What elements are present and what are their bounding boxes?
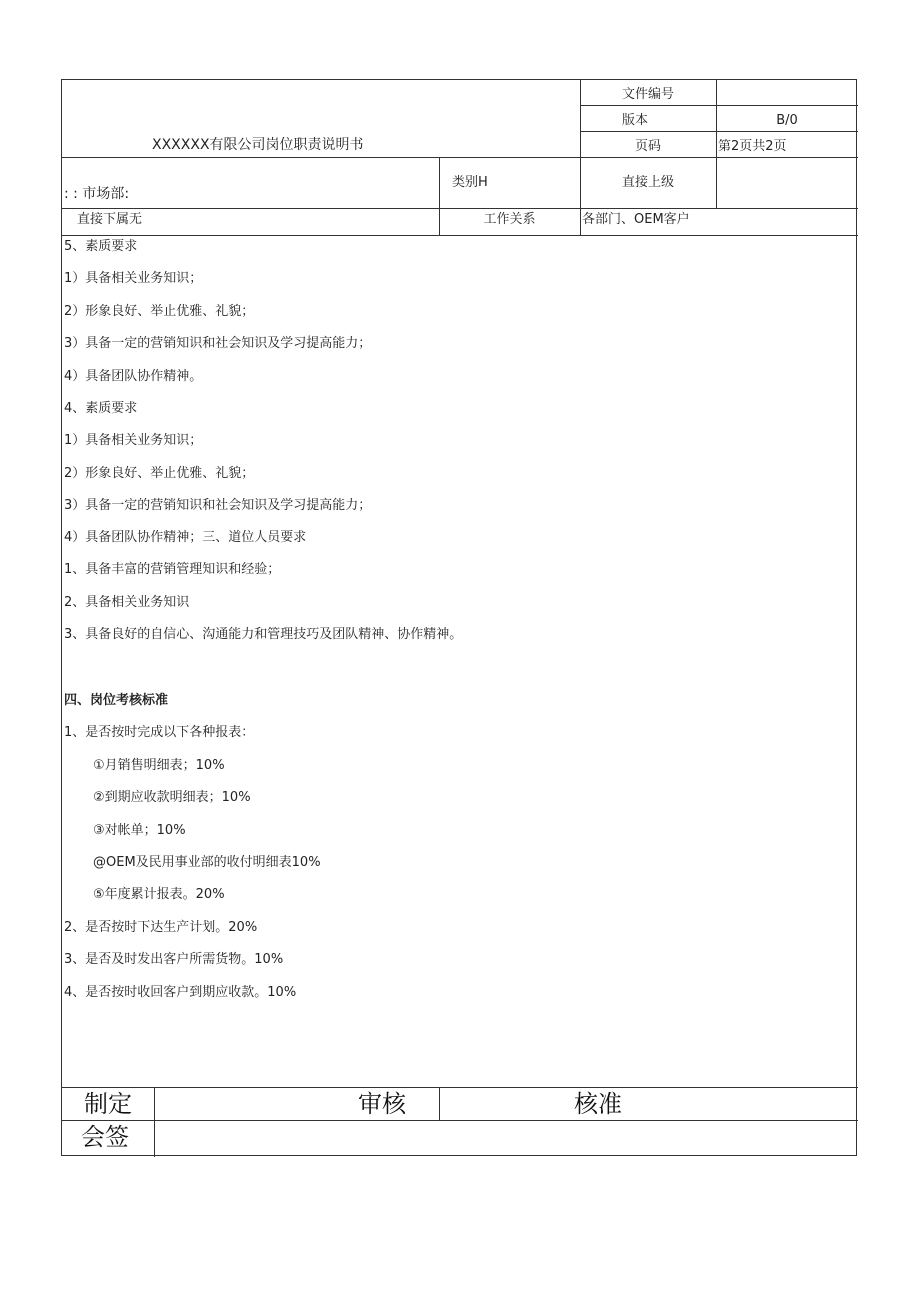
department: : : 市场部:: [64, 186, 130, 202]
subordinate: 直接下属无: [77, 212, 143, 227]
rule: [62, 157, 858, 158]
page-label: 页码: [634, 139, 661, 154]
criterion: 3、是否及时发出客户所需货物。10%: [64, 952, 284, 967]
body-line: 2）形象良好、举止优雅、礼貌；: [64, 466, 255, 481]
body-line: 4、素质要求: [64, 401, 138, 416]
version-value: B/0: [776, 113, 798, 128]
criterion: 1、是否按时完成以下各种报表：: [64, 725, 255, 740]
body-line: 3、具备良好的自信心、沟通能力和管理技巧及团队精神、协作精神。: [64, 627, 463, 642]
body-line: 4）具备团队协作精神。: [64, 369, 203, 384]
body-line: 1）具备相关业务知识；: [64, 271, 203, 286]
body-line: 1）具备相关业务知识；: [64, 433, 203, 448]
criterion-sub: ③对帐单；10%: [93, 823, 186, 838]
body-line: 2）形象良好、举止优雅、礼貌；: [64, 304, 255, 319]
body-line: 1、具备丰富的营销管理知识和经验；: [64, 562, 281, 577]
rule: [62, 235, 858, 236]
review-label: 审核: [358, 1090, 406, 1118]
page-value: 第2页共2页: [718, 139, 787, 154]
rule: [580, 131, 858, 132]
body-line: 3）具备一定的营销知识和社会知识及学习提高能力；: [64, 498, 372, 513]
rule: [62, 1120, 858, 1121]
criterion-sub: ②到期应收款明细表；10%: [93, 790, 251, 805]
body-line: 4）具备团队协作精神；三、道位人员要求: [64, 530, 307, 545]
version-label: 版本: [621, 113, 648, 128]
relation-value: 各部门、OEM客户: [582, 212, 690, 227]
rule: [580, 80, 581, 235]
section-title: 四、岗位考核标准: [64, 693, 169, 708]
body-line: 2、具备相关业务知识: [64, 595, 190, 610]
superior-label: 直接上级: [621, 175, 674, 190]
rule: [716, 80, 717, 208]
category: 类别H: [452, 175, 488, 190]
criterion-sub: @OEM及民用事业部的收付明细表10%: [93, 855, 321, 870]
relation-label: 工作关系: [483, 212, 536, 227]
body-line: 3）具备一定的营销知识和社会知识及学习提高能力；: [64, 336, 372, 351]
doc-no-label: 文件编号: [621, 87, 674, 102]
criterion-sub: ①月销售明细表；10%: [93, 758, 225, 773]
approve-label: 核准: [574, 1090, 622, 1118]
criterion: 4、是否按时收回客户到期应收款。10%: [64, 985, 297, 1000]
rule: [439, 1087, 440, 1120]
criterion: 2、是否按时下达生产计划。20%: [64, 920, 258, 935]
document-title: XXXXXX有限公司岗位职责说明书: [152, 137, 364, 153]
countersign-label: 会签: [81, 1123, 129, 1151]
rule: [154, 1087, 155, 1157]
rule: [62, 1087, 858, 1088]
rule: [580, 105, 858, 106]
document-sheet: [61, 79, 857, 1156]
rule: [62, 208, 858, 209]
body-line: 5、素质要求: [64, 239, 138, 254]
criterion-sub: ⑤年度累计报表。20%: [93, 887, 225, 902]
make-label: 制定: [84, 1090, 132, 1118]
